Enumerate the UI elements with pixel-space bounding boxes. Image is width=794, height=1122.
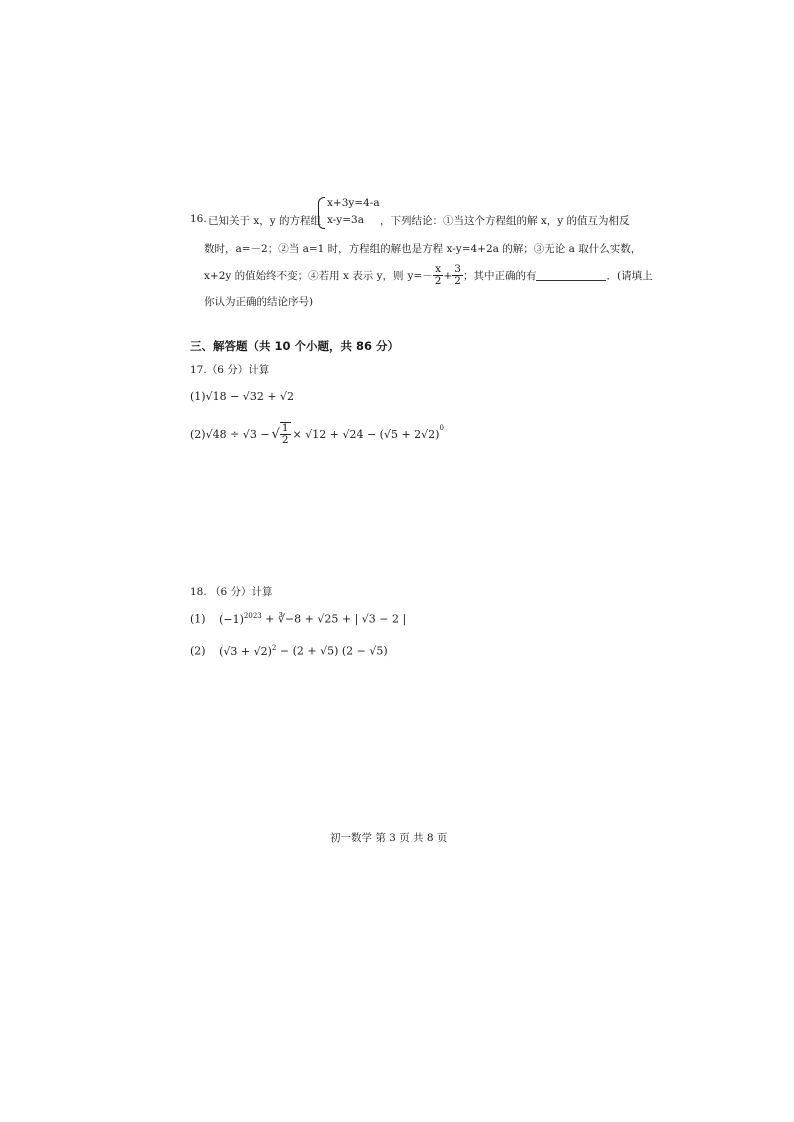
q17-part2-exponent: 0 [439,424,444,432]
q16-line3 [204,264,653,287]
q17-fraction-1-over-2 [280,422,291,446]
q17-part2 [190,422,444,446]
frac-numerator: 1 [281,422,289,434]
q17-header: 17.（6 分）计算 [190,364,270,376]
frac-numerator: x [433,264,444,276]
q16-equation-system [318,196,388,230]
q17-part1 [190,390,294,403]
q16-answer-blank[interactable] [536,271,606,281]
q16-line3-end: ；其中正确的有 [462,270,537,283]
sqrt-sign: √ [271,426,280,442]
q16-eq1: x+3y=4-a [327,197,380,209]
q18-part2-label: (2) [190,644,206,658]
frac-numerator: 3 [454,263,461,275]
q18-part2 [190,644,388,658]
q16-number: 16. [190,213,207,225]
q16-fraction-3-over-2 [452,264,463,287]
q18-part1-expr-b: + ∛−8 + √25 + | √3 − 2 | [265,612,407,626]
q16-line3-hint: ．(请填上 [606,270,653,283]
frac-denominator: 2 [281,434,289,447]
q18-part1-exponent: 2023 [243,612,262,620]
q16-plus: + [443,269,453,282]
q16-eq2: x-y=3a [327,214,364,226]
q16-intro: 已知关于 x，y 的方程组 [208,215,322,227]
q17-part2-expr-b: × √12 + √24 − (√5 + 2√2) [292,427,440,441]
q18-part1-label: (1) [190,612,206,626]
frac-denominator: 2 [434,275,442,288]
q16-line2: 数时，a=－2；②当 a=1 时，方程组的解也是方程 x-y=4+2a 的解；③无论 a 取什么实数， [204,243,642,255]
q18-part2-expr-a: (√3 + √2) [219,644,272,658]
section-title: 三、解答题（共 10 个小题，共 86 分） [190,339,400,353]
q18-part1-expr-a: (−1) [219,612,244,626]
q16-line4: 你认为正确的结论序号) [204,296,314,308]
frac-denominator: 2 [454,275,461,288]
q18-part2-exponent: 2 [271,644,277,652]
left-brace [318,197,325,229]
page-footer: 初一数学 第 3 页 共 8 页 [330,832,448,844]
q17-part1-label: (1) [190,390,206,403]
q17-part2-expr-a: √48 ÷ √3 − [205,427,270,441]
q16-after-system: ，下列结论：①当这个方程组的解 x，y 的值互为相反 [380,215,630,227]
q17-part2-label: (2) [190,427,206,441]
q16-fraction-x-over-2 [433,264,444,287]
q18-part1 [190,612,406,626]
q17-part1-expr: √18 − √32 + √2 [205,390,295,403]
q18-header: 18. （6 分）计算 [190,586,273,598]
q16-formula-y: y=－ [407,270,433,283]
q16-line3-start: x+2y 的值始终不变；④若用 x 表示 y，则 [204,270,404,283]
q18-part2-expr-b: − (2 + √5) (2 − √5) [279,644,388,658]
